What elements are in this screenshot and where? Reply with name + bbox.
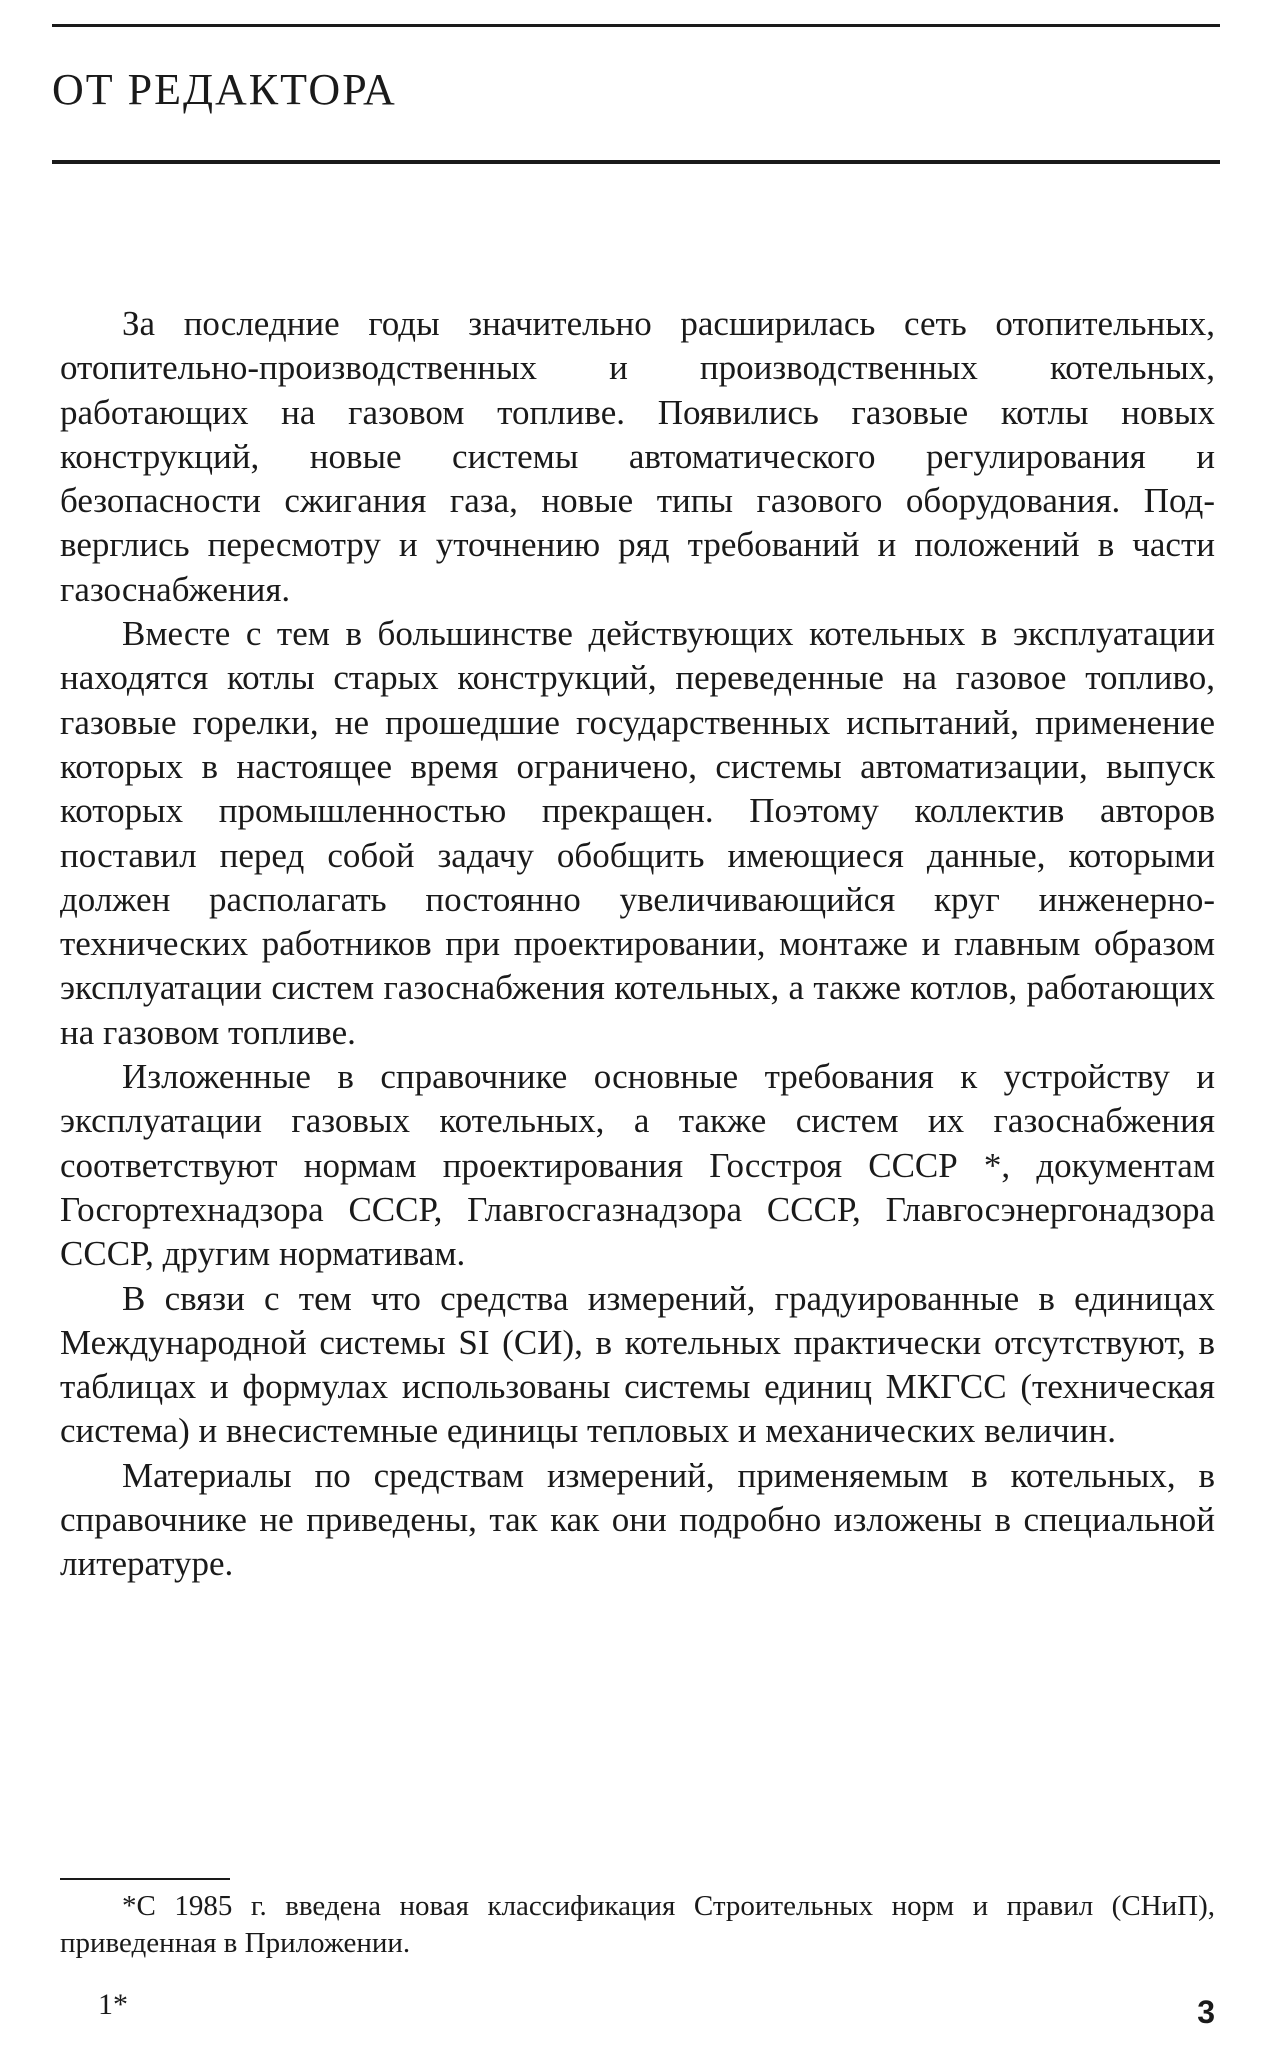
- section-heading: ОТ РЕДАКТОРА: [52, 65, 397, 114]
- heading-rule: [52, 160, 1220, 164]
- footnote-rule: [60, 1878, 230, 1880]
- top-rule: [52, 24, 1220, 27]
- sheet-signature: 1*: [98, 1988, 128, 2021]
- paragraph-5: Материалы по средствам измерений, применяемым в котельных, в справочнике не приведены, так как они подробно изложены в специальной литературе.: [60, 1455, 1215, 1584]
- paragraph-1: За последние годы значительно расширилась сеть отопительных, отопительно-производственных и производственных котельных, работающих на газовом топливе. Появились газовые котлы новых конструкций, новые системы автоматического регулирования и безопасности сжигания газа, новые типы газового оборудования. Подверглись пересмотру и уточнению ряд требований и положений в части газоснабжения.: [60, 304, 1215, 609]
- paragraph-3: Изложенные в справочнике основные требования к устройству и эксплуатации газовых котельных, а также систем их газоснабжения соответствуют нормам проектирования Госстроя СССР *, документам Госгортехнадзора СССР, Главгосгазнадзора СССР, Главгосэнергонадзора СССР, другим нормативам.: [60, 1057, 1215, 1274]
- footnote: *С 1985 г. введена новая классификация Строительных норм и правил (СНиП), приведенная в Приложении.: [60, 1890, 1215, 1959]
- paragraph-2: Вместе с тем в большинстве действующих котельных в эксплуатации находятся котлы старых конструкций, переведенные на газовое топливо, газовые горелки, не прошедшие государственных испытаний, применение которых в настоящее время ограничено, системы автоматизации, выпуск которых промышленностью прекращен. Поэтому коллектив авторов поставил перед собой задачу обобщить имеющиеся данные, которыми должен располагать постоянно увеличивающийся круг инженерно-технических работников при проектировании, монтаже и главным образом эксплуатации систем газоснабжения котельных, а также котлов, работающих на газовом топливе.: [60, 614, 1215, 1052]
- body-text: [60, 302, 1215, 1587]
- paragraph-4: В связи с тем что средства измерений, градуированные в единицах Международной системы SI (СИ), в котельных практически отсутствуют, в таблицах и формулах использованы системы единиц МКГСС (техническая система) и внесистемные единицы тепловых и механических величин.: [60, 1278, 1215, 1451]
- page-number: 3: [1197, 1994, 1215, 2030]
